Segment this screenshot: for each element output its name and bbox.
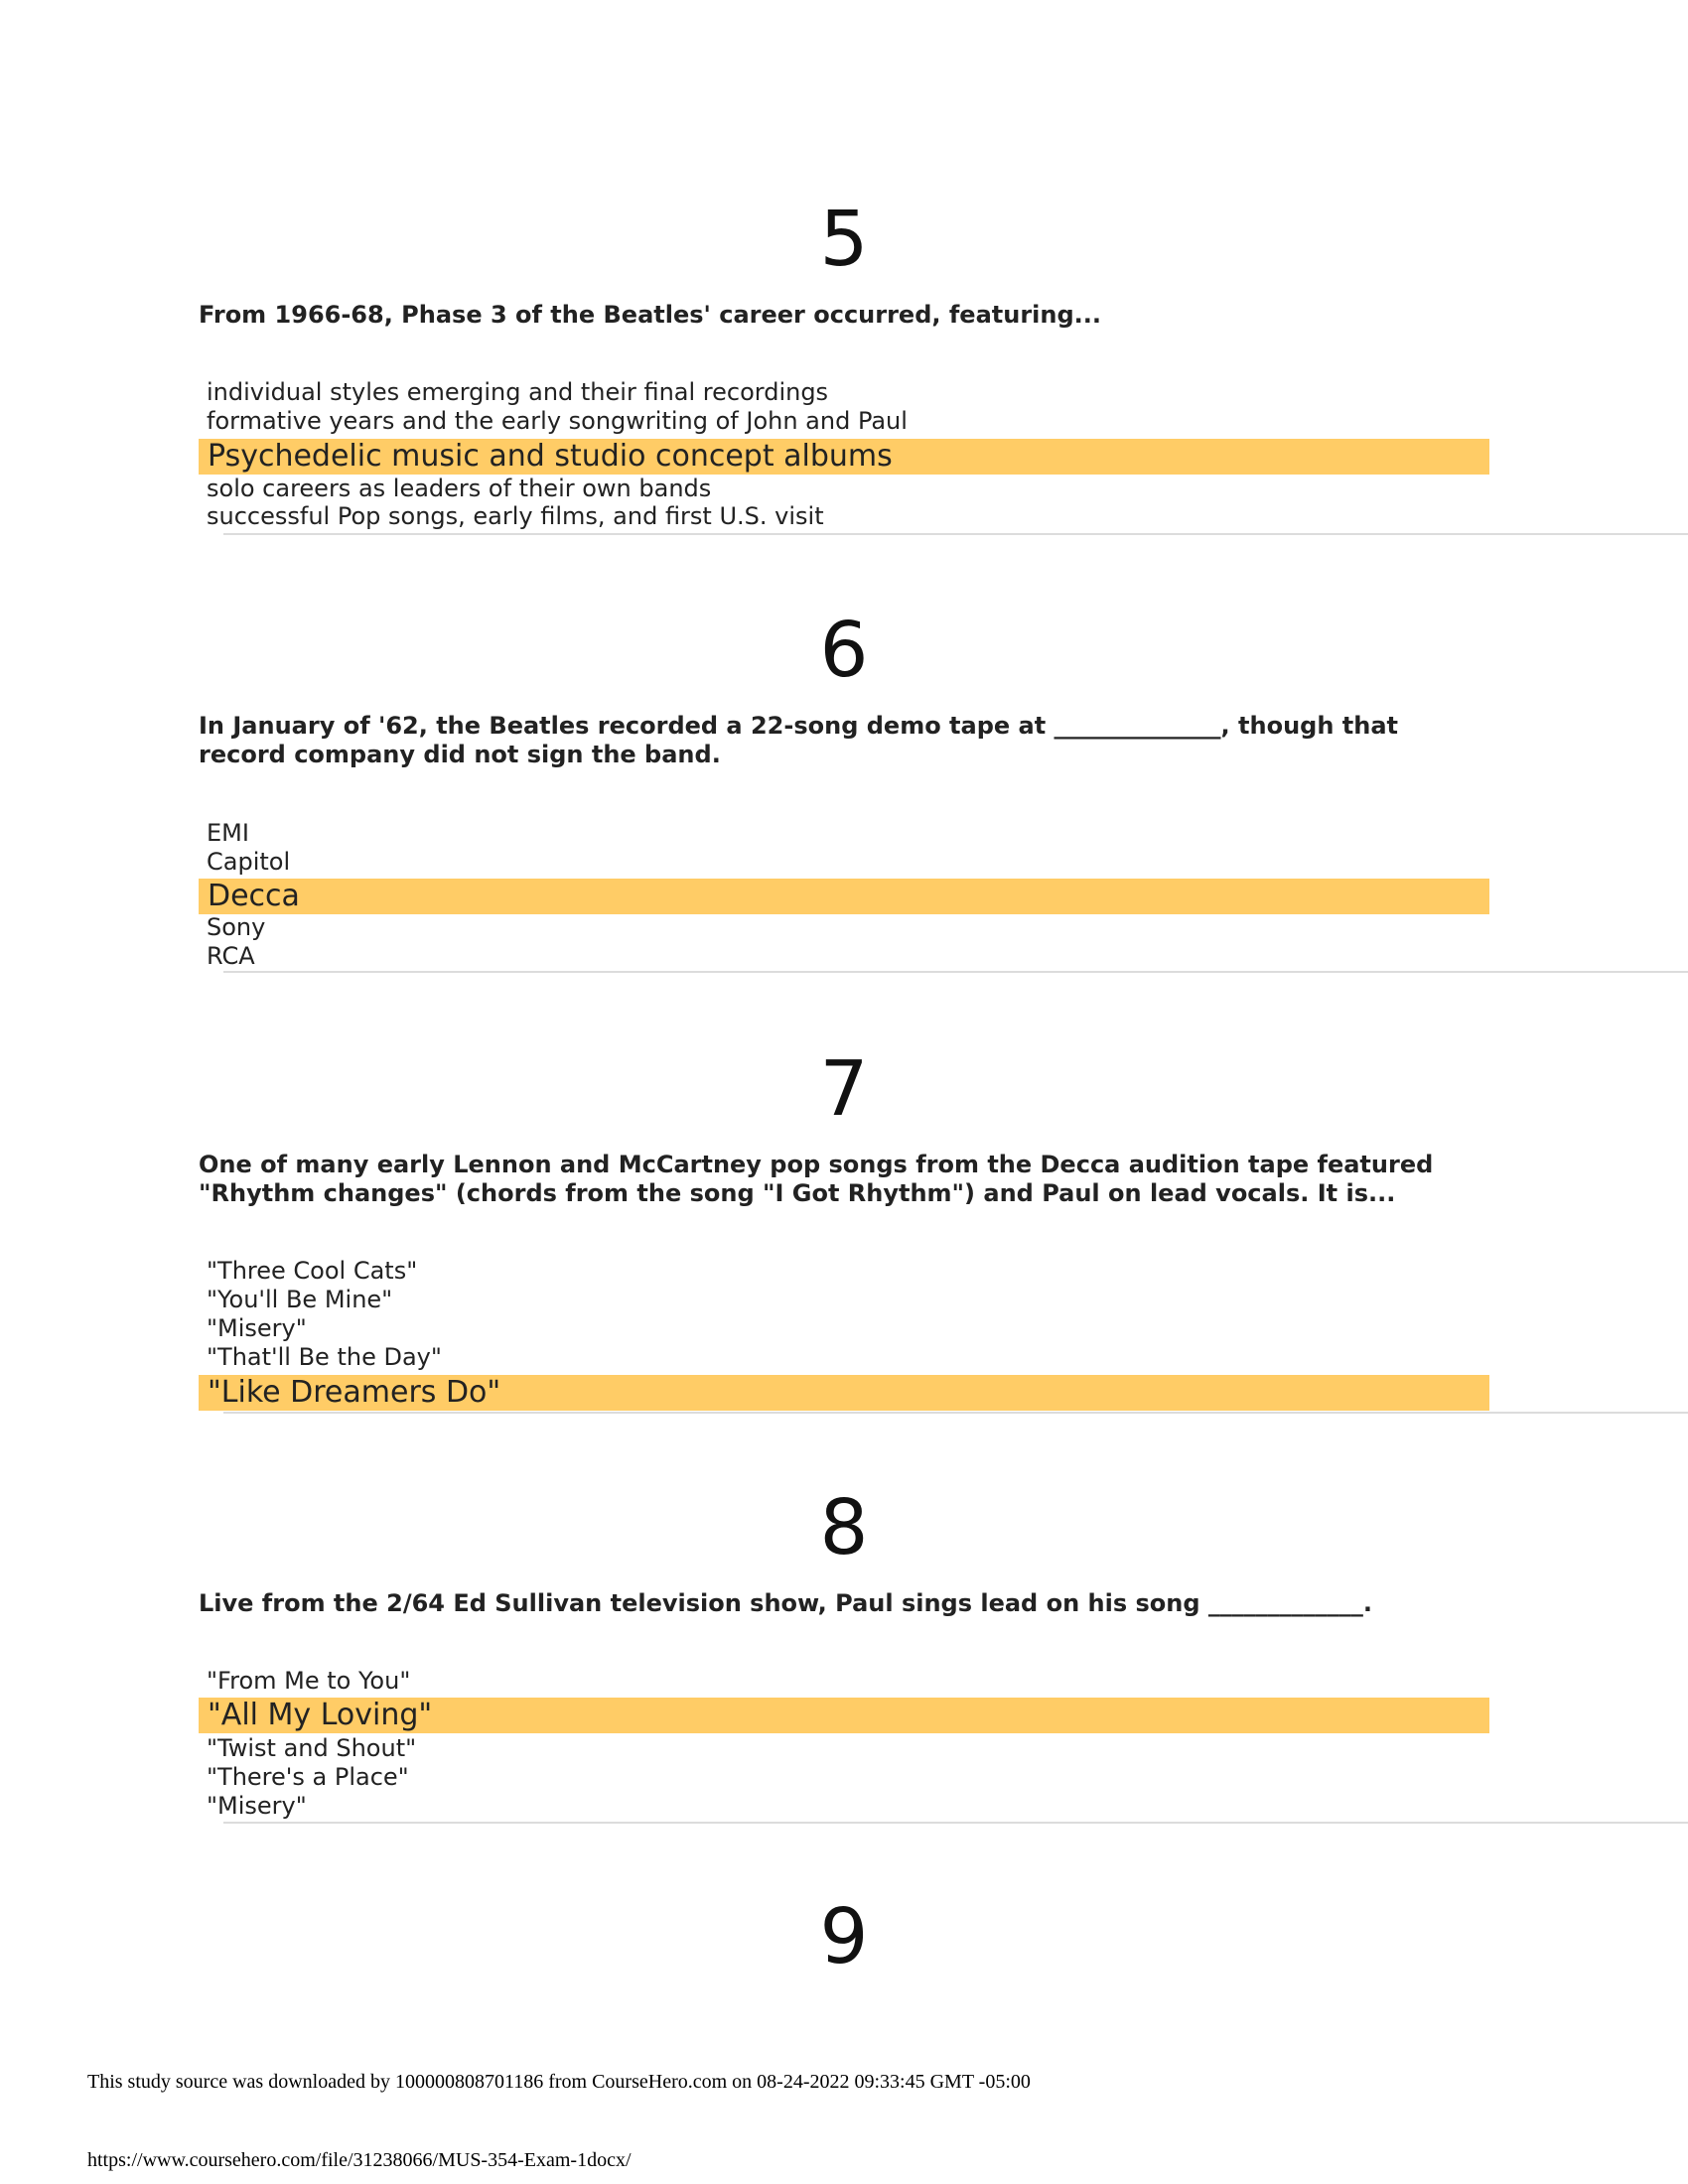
question-number: 6 <box>819 607 869 695</box>
question-text-line: "Rhythm changes" (chords from the song "I Got Rhythm") and Paul on lead vocals. It is... <box>199 1179 1396 1207</box>
answer-option-correct[interactable]: Decca <box>199 879 1489 914</box>
source-url[interactable]: https://www.coursehero.com/file/31238066/MUS-354-Exam-1docx/ <box>87 2149 632 2171</box>
answer-option[interactable]: RCA <box>207 942 255 970</box>
question-number: 8 <box>819 1484 869 1572</box>
answer-option[interactable]: "Twist and Shout" <box>207 1734 417 1762</box>
question-text <box>199 712 1509 769</box>
divider <box>223 1412 1688 1414</box>
answer-option[interactable]: formative years and the early songwriting of John and Paul <box>207 407 908 435</box>
answer-option[interactable]: successful Pop songs, early films, and first U.S. visit <box>207 502 824 530</box>
divider <box>223 1822 1688 1824</box>
answer-option[interactable]: individual styles emerging and their final recordings <box>207 378 829 406</box>
answer-option[interactable]: "From Me to You" <box>207 1667 411 1695</box>
answer-option[interactable]: "Misery" <box>207 1314 307 1342</box>
answer-option[interactable]: "There's a Place" <box>207 1763 409 1791</box>
answer-option[interactable]: "That'll Be the Day" <box>207 1343 442 1371</box>
answer-option[interactable]: "You'll Be Mine" <box>207 1286 393 1313</box>
answer-option[interactable]: solo careers as leaders of their own bands <box>207 475 712 502</box>
question-text-line: record company did not sign the band. <box>199 741 721 768</box>
question-text-line: In January of '62, the Beatles recorded a 22-song demo tape at ______________, though that <box>199 712 1399 740</box>
question-text <box>199 1151 1509 1208</box>
question-number: 9 <box>819 1893 869 1981</box>
download-notice: This study source was downloaded by 100000808701186 from CourseHero.com on 08-24-2022 09:33:45 GMT -05:00 <box>87 2071 1031 2093</box>
divider <box>223 533 1688 535</box>
answer-option[interactable]: Sony <box>207 913 266 941</box>
answer-option-correct[interactable]: Psychedelic music and studio concept albums <box>199 439 1489 475</box>
divider <box>223 971 1688 973</box>
answer-option[interactable]: EMI <box>207 819 249 847</box>
answer-option-correct[interactable]: "All My Loving" <box>199 1698 1489 1733</box>
question-text: Live from the 2/64 Ed Sullivan television show, Paul sings lead on his song _____________. <box>199 1589 1372 1617</box>
answer-option-correct[interactable]: "Like Dreamers Do" <box>199 1375 1489 1411</box>
question-text: From 1966-68, Phase 3 of the Beatles' career occurred, featuring... <box>199 301 1102 329</box>
answer-option[interactable]: "Misery" <box>207 1792 307 1820</box>
question-number: 5 <box>819 196 869 284</box>
answer-option[interactable]: Capitol <box>207 848 291 876</box>
question-number: 7 <box>819 1045 869 1134</box>
answer-option[interactable]: "Three Cool Cats" <box>207 1257 418 1285</box>
question-text-line: One of many early Lennon and McCartney pop songs from the Decca audition tape featured <box>199 1151 1434 1178</box>
